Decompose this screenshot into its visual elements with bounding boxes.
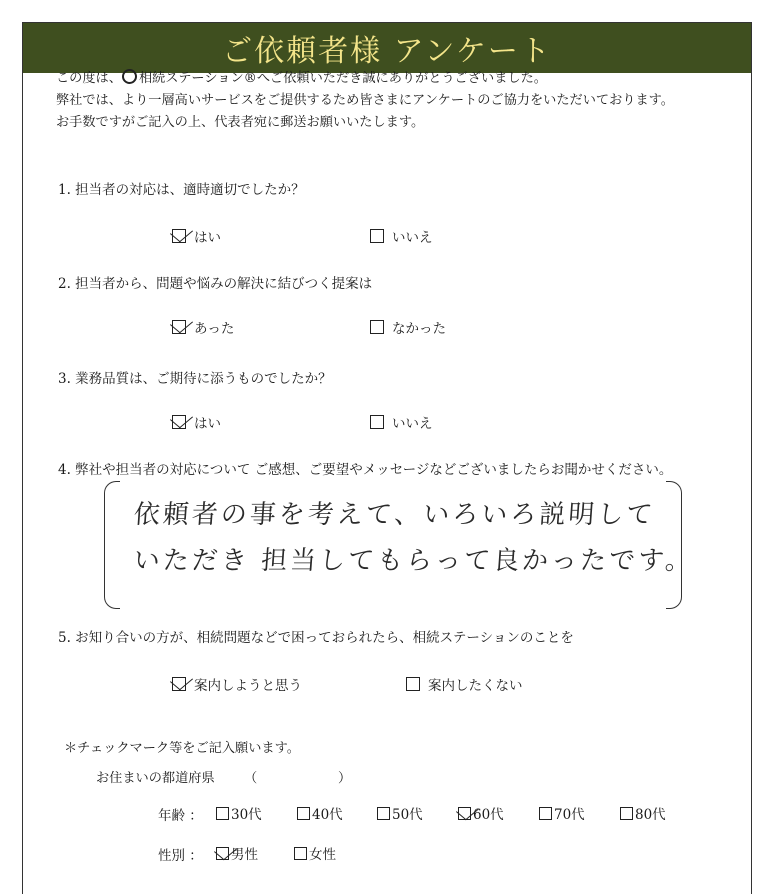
question-1: 1. 担当者の対応は、適時適切でしたか？	[58, 182, 305, 198]
age-option-60[interactable]: 60代	[458, 803, 504, 823]
q1-option-no[interactable]: いいえ	[370, 226, 433, 246]
q2-option-no[interactable]: なかった	[370, 317, 446, 337]
age-option-80[interactable]: 80代	[620, 803, 666, 823]
checkbox-checked[interactable]	[172, 320, 186, 334]
q3-option-no[interactable]: いいえ	[370, 412, 433, 432]
handwritten-answer-line-2[interactable]: いただき 担当してもらって良かったです。	[132, 546, 696, 576]
intro-text	[56, 68, 674, 134]
handwritten-answer-line-1[interactable]: 依頼者の事を考えて、いろいろ説明して	[132, 500, 657, 530]
age-option-30[interactable]: 30代	[216, 803, 262, 823]
company-logo-icon	[122, 69, 137, 84]
age-option-50[interactable]: 50代	[377, 803, 423, 823]
checkbox[interactable]	[216, 807, 229, 820]
intro-line-2: 弊社では、より一層高いサービスをご提供するため皆さまにアンケートのご協力をいただいております。	[56, 93, 674, 108]
q2-option-yes[interactable]: あった	[172, 317, 234, 337]
checkbox-checked[interactable]	[172, 677, 186, 691]
page-title: ご依頼者様 アンケート	[222, 34, 552, 69]
question-5: 5. お知り合いの方が、相続問題などで困っておられたら、相続ステーションのことを	[58, 630, 574, 646]
prefecture-paren-close: ）	[338, 771, 352, 786]
checkbox[interactable]	[620, 807, 633, 820]
q1-option-yes[interactable]: はい	[172, 226, 221, 246]
age-label: 年齢 ：	[158, 808, 203, 824]
checkbox[interactable]	[377, 807, 390, 820]
prefecture-paren-open: （	[244, 771, 258, 786]
prefecture-input[interactable]	[262, 764, 334, 786]
comment-bracket-left	[104, 481, 120, 609]
checkbox[interactable]	[370, 229, 384, 243]
prefecture-label: お住まいの都道府県	[96, 771, 215, 786]
intro-line-3: お手数ですがご記入の上、代表者宛に郵送お願いいたします。	[56, 115, 425, 130]
checkbox[interactable]	[406, 677, 420, 691]
gender-label: 性別 ：	[158, 848, 203, 864]
gender-option-male[interactable]: 男性	[216, 843, 258, 863]
checkbox-checked[interactable]	[216, 847, 229, 860]
q5-option-no[interactable]: 案内したくない	[406, 674, 523, 694]
question-4: 4. 弊社や担当者の対応について ご感想、ご要望やメッセージなどございましたらお聞かせください。	[58, 462, 673, 478]
question-3: 3. 業務品質は、ご期待に添うものでしたか？	[58, 371, 332, 387]
checkbox[interactable]	[294, 847, 307, 860]
age-option-70[interactable]: 70代	[539, 803, 585, 823]
checkbox-checked[interactable]	[458, 807, 471, 820]
checkbox-checked[interactable]	[172, 229, 186, 243]
checkbox[interactable]	[539, 807, 552, 820]
check-note: ＊チェックマーク等をご記入願います。	[64, 741, 300, 756]
age-option-40[interactable]: 40代	[297, 803, 343, 823]
intro-line-1: この度は、 相続ステーション®へご依頼いただき誠にありがとうございました。	[56, 71, 547, 86]
q3-option-yes[interactable]: はい	[172, 412, 221, 432]
checkbox-checked[interactable]	[172, 415, 186, 429]
checkbox[interactable]	[370, 320, 384, 334]
question-2: 2. 担当者から、問題や悩みの解決に結びつく提案は	[58, 276, 373, 292]
checkbox[interactable]	[370, 415, 384, 429]
gender-option-female[interactable]: 女性	[294, 843, 336, 863]
checkbox[interactable]	[297, 807, 310, 820]
q5-option-yes[interactable]: 案内しようと思う	[172, 674, 302, 694]
header-bar	[23, 23, 751, 73]
